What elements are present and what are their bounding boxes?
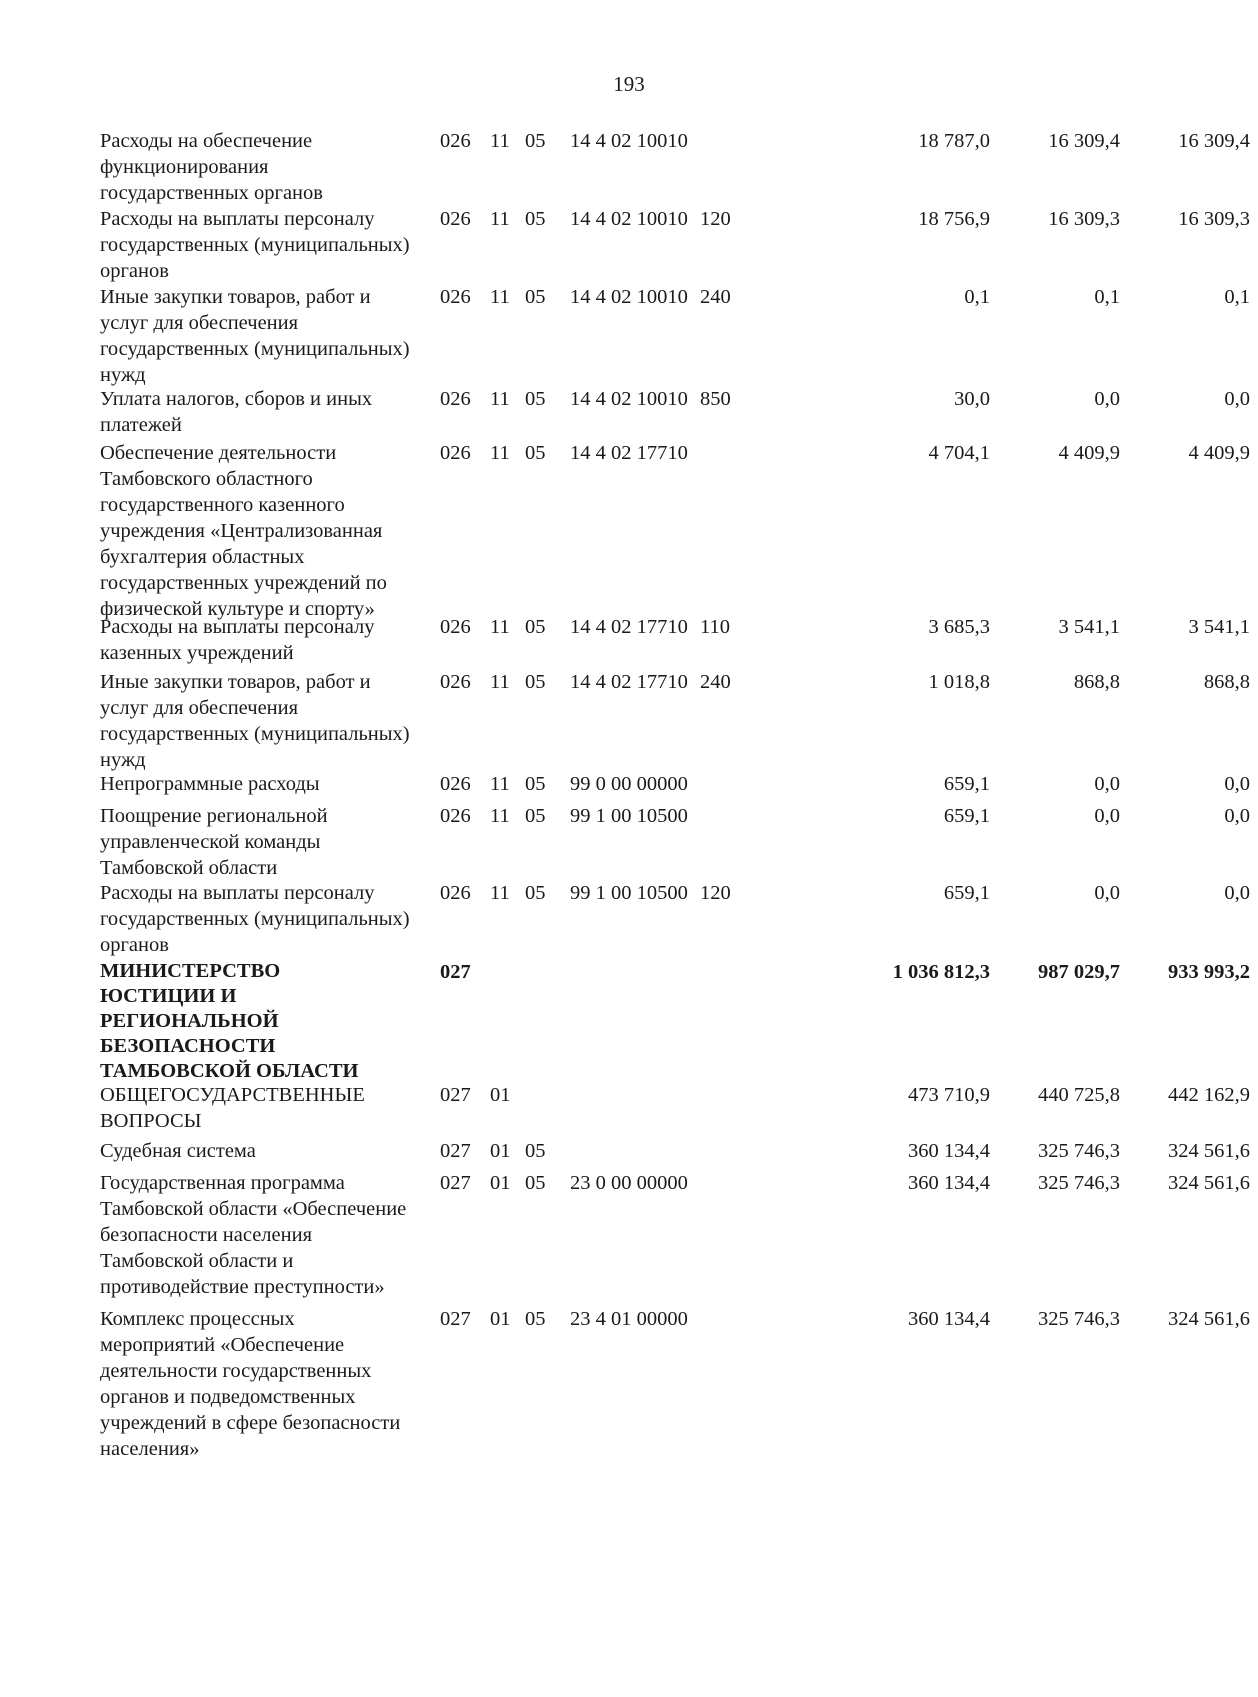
row-rz: 01 (490, 1172, 511, 1194)
page-number: 193 (613, 72, 645, 96)
row-value-2: 16 309,3 (1048, 208, 1120, 230)
row-value-3: 0,0 (1224, 882, 1250, 904)
row-value-1: 18 756,9 (918, 208, 990, 230)
row-pr: 05 (525, 1308, 546, 1330)
row-pr: 05 (525, 616, 546, 638)
table-row (100, 880, 1250, 958)
row-rz: 01 (490, 1308, 511, 1330)
row-ved: 026 (440, 882, 471, 904)
row-value-2: 0,0 (1094, 388, 1120, 410)
row-rz: 01 (490, 1140, 511, 1162)
table-row (100, 669, 1250, 773)
row-csr: 14 4 02 17710 (570, 442, 688, 464)
row-value-1: 4 704,1 (928, 442, 990, 464)
row-ved: 027 (440, 1084, 471, 1106)
row-ved: 026 (440, 130, 471, 152)
row-value-2: 0,0 (1094, 805, 1120, 827)
row-name: Непрограммные расходы (100, 773, 320, 795)
row-value-1: 659,1 (943, 773, 990, 795)
row-value-2: 0,0 (1094, 773, 1120, 795)
table-row (100, 206, 1250, 284)
row-vr: 850 (700, 388, 731, 410)
row-value-1: 18 787,0 (918, 130, 990, 152)
row-value-3: 3 541,1 (1188, 616, 1250, 638)
row-value-3: 324 561,6 (1168, 1172, 1250, 1194)
row-csr: 99 1 00 10500 (570, 805, 688, 827)
row-name: Комплекс процессных мероприятий «Обеспечение деятельности государственных органов и подведомственных учреждений в сфере безопасности населения» (100, 1308, 401, 1460)
row-value-2: 0,1 (1094, 286, 1120, 308)
row-name: МИНИСТЕРСТВО ЮСТИЦИИ И РЕГИОНАЛЬНОЙ БЕЗОПАСНОСТИ ТАМБОВСКОЙ ОБЛАСТИ (100, 960, 359, 1082)
row-csr: 23 0 00 00000 (570, 1172, 688, 1194)
row-value-1: 360 134,4 (908, 1172, 990, 1194)
row-name: Расходы на выплаты персоналу казенных учреждений (100, 616, 375, 664)
row-ved: 026 (440, 671, 471, 693)
table-row (100, 803, 1250, 881)
table-row-ministry (100, 959, 1250, 1084)
row-name: Расходы на выплаты персоналу государственных (муниципальных) органов (100, 208, 410, 282)
row-value-2: 987 029,7 (1038, 961, 1120, 983)
row-vr: 240 (700, 286, 731, 308)
row-pr: 05 (525, 208, 546, 230)
row-name: Иные закупки товаров, работ и услуг для обеспечения государственных (муниципальных) нужд (100, 286, 410, 386)
row-ved: 026 (440, 442, 471, 464)
row-csr: 14 4 02 10010 (570, 388, 688, 410)
row-csr: 14 4 02 10010 (570, 286, 688, 308)
table-row (100, 284, 1250, 388)
row-csr: 99 0 00 00000 (570, 773, 688, 795)
row-pr: 05 (525, 882, 546, 904)
table-row (100, 1306, 1250, 1462)
row-value-2: 0,0 (1094, 882, 1120, 904)
row-ved: 027 (440, 1140, 471, 1162)
row-value-3: 0,0 (1224, 388, 1250, 410)
row-csr: 14 4 02 17710 (570, 616, 688, 638)
table-row (100, 440, 1250, 622)
row-pr: 05 (525, 773, 546, 795)
row-ved: 026 (440, 208, 471, 230)
row-csr: 23 4 01 00000 (570, 1308, 688, 1330)
row-name: Поощрение региональной управленческой команды Тамбовской области (100, 805, 328, 879)
row-ved: 026 (440, 805, 471, 827)
row-ved: 026 (440, 286, 471, 308)
row-ved: 026 (440, 616, 471, 638)
row-ved: 027 (440, 961, 471, 983)
row-rz: 11 (490, 130, 510, 152)
row-rz: 11 (490, 773, 510, 795)
row-vr: 240 (700, 671, 731, 693)
row-value-1: 1 018,8 (928, 671, 990, 693)
table-row (100, 1082, 1250, 1134)
row-value-1: 360 134,4 (908, 1140, 990, 1162)
row-name: Государственная программа Тамбовской области «Обеспечение безопасности населения Тамбовской области и противодействие преступности» (100, 1172, 407, 1298)
row-value-3: 16 309,4 (1178, 130, 1250, 152)
row-value-1: 360 134,4 (908, 1308, 990, 1330)
row-vr: 120 (700, 882, 731, 904)
row-pr: 05 (525, 1140, 546, 1162)
row-value-3: 933 993,2 (1168, 961, 1250, 983)
row-value-1: 3 685,3 (928, 616, 990, 638)
row-pr: 05 (525, 286, 546, 308)
row-value-3: 0,0 (1224, 805, 1250, 827)
row-value-2: 440 725,8 (1038, 1084, 1120, 1106)
table-row (100, 771, 1250, 797)
row-value-1: 659,1 (943, 882, 990, 904)
row-rz: 11 (490, 882, 510, 904)
row-name: ОБЩЕГОСУДАРСТВЕННЫЕ ВОПРОСЫ (100, 1084, 365, 1132)
row-rz: 11 (490, 286, 510, 308)
row-value-1: 1 036 812,3 (892, 961, 990, 983)
row-rz: 01 (490, 1084, 511, 1106)
row-value-2: 4 409,9 (1058, 442, 1120, 464)
row-rz: 11 (490, 616, 510, 638)
row-value-3: 324 561,6 (1168, 1308, 1250, 1330)
row-value-3: 324 561,6 (1168, 1140, 1250, 1162)
table-row (100, 614, 1250, 666)
row-value-1: 659,1 (943, 805, 990, 827)
row-name: Судебная система (100, 1140, 256, 1162)
row-pr: 05 (525, 671, 546, 693)
row-name: Расходы на выплаты персоналу государственных (муниципальных) органов (100, 882, 410, 956)
row-pr: 05 (525, 805, 546, 827)
row-value-1: 0,1 (964, 286, 990, 308)
row-value-3: 0,0 (1224, 773, 1250, 795)
row-value-3: 0,1 (1224, 286, 1250, 308)
row-ved: 026 (440, 773, 471, 795)
row-name: Расходы на обеспечение функционирования государственных органов (100, 130, 323, 204)
row-value-1: 473 710,9 (908, 1084, 990, 1106)
row-pr: 05 (525, 442, 546, 464)
row-pr: 05 (525, 1172, 546, 1194)
table-row (100, 1170, 1250, 1300)
row-pr: 05 (525, 388, 546, 410)
row-csr: 14 4 02 10010 (570, 130, 688, 152)
row-csr: 14 4 02 10010 (570, 208, 688, 230)
row-value-2: 16 309,4 (1048, 130, 1120, 152)
row-vr: 120 (700, 208, 731, 230)
row-value-2: 3 541,1 (1058, 616, 1120, 638)
row-value-3: 868,8 (1203, 671, 1250, 693)
row-rz: 11 (490, 208, 510, 230)
row-rz: 11 (490, 388, 510, 410)
row-vr: 110 (700, 616, 730, 638)
row-rz: 11 (490, 442, 510, 464)
row-ved: 027 (440, 1308, 471, 1330)
row-name: Обеспечение деятельности Тамбовского областного государственного казенного учреждения «Централизованная бухгалтерия областных государственных учреждений по физической культуре и спорту» (100, 442, 387, 620)
row-value-2: 868,8 (1073, 671, 1120, 693)
table-row (100, 386, 1250, 438)
table-row (100, 128, 1250, 206)
row-name: Уплата налогов, сборов и иных платежей (100, 388, 373, 436)
table-row (100, 1138, 1250, 1164)
row-value-2: 325 746,3 (1038, 1308, 1120, 1330)
row-pr: 05 (525, 130, 546, 152)
row-value-3: 442 162,9 (1168, 1084, 1250, 1106)
row-rz: 11 (490, 671, 510, 693)
row-csr: 99 1 00 10500 (570, 882, 688, 904)
row-ved: 027 (440, 1172, 471, 1194)
row-value-1: 30,0 (954, 388, 990, 410)
row-ved: 026 (440, 388, 471, 410)
row-value-3: 16 309,3 (1178, 208, 1250, 230)
row-name: Иные закупки товаров, работ и услуг для обеспечения государственных (муниципальных) нужд (100, 671, 410, 771)
row-value-3: 4 409,9 (1188, 442, 1250, 464)
row-value-2: 325 746,3 (1038, 1140, 1120, 1162)
row-value-2: 325 746,3 (1038, 1172, 1120, 1194)
row-rz: 11 (490, 805, 510, 827)
row-csr: 14 4 02 17710 (570, 671, 688, 693)
